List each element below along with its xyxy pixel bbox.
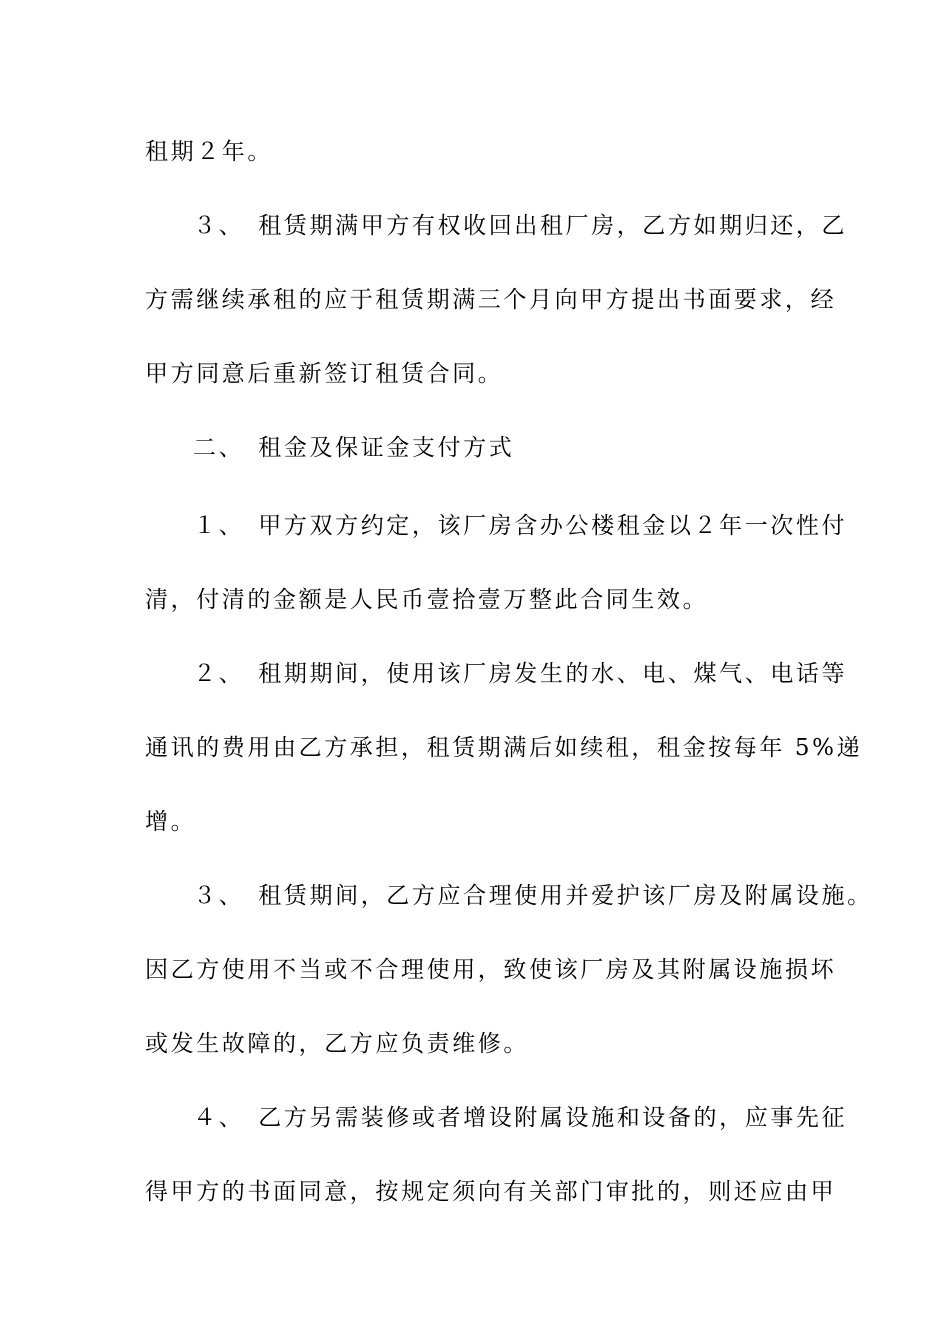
text-line: 或发生故障的，乙方应负责维修。 xyxy=(145,1031,529,1057)
text-line: ４、 乙方另需装修或者增设附属设施和设备的，应事先征 xyxy=(193,1105,848,1131)
text-line: 因乙方使用不当或不合理使用，致使该厂房及其附属设施损坏 xyxy=(145,957,837,983)
text-line: ２、 租期期间，使用该厂房发生的水、电、煤气、电话等 xyxy=(193,661,848,687)
text-line: 方需继续承租的应于租赁期满三个月向甲方提出书面要求，经 xyxy=(145,287,837,313)
text-line: 甲方同意后重新签订租赁合同。 xyxy=(145,361,504,387)
text-line: 增。 xyxy=(145,809,197,835)
text-line: 得甲方的书面同意，按规定须向有关部门审批的，则还应由甲 xyxy=(145,1179,837,1205)
text-line: 租期２年。 xyxy=(145,139,273,165)
text-line: 清，付清的金额是人民币壹拾壹万整此合同生效。 xyxy=(145,587,709,613)
text-line: ３、 租赁期满甲方有权收回出租厂房，乙方如期归还，乙 xyxy=(193,213,848,239)
text-line: ３、 租赁期间，乙方应合理使用并爱护该厂房及附属设施。 xyxy=(193,883,873,909)
text-line: １、 甲方双方约定，该厂房含办公楼租金以２年一次性付 xyxy=(193,513,848,539)
section-heading: 二、 租金及保证金支付方式 xyxy=(193,435,515,461)
text-line: 通讯的费用由乙方承担，租赁期满后如续租，租金按每年 5%递 xyxy=(145,735,863,761)
